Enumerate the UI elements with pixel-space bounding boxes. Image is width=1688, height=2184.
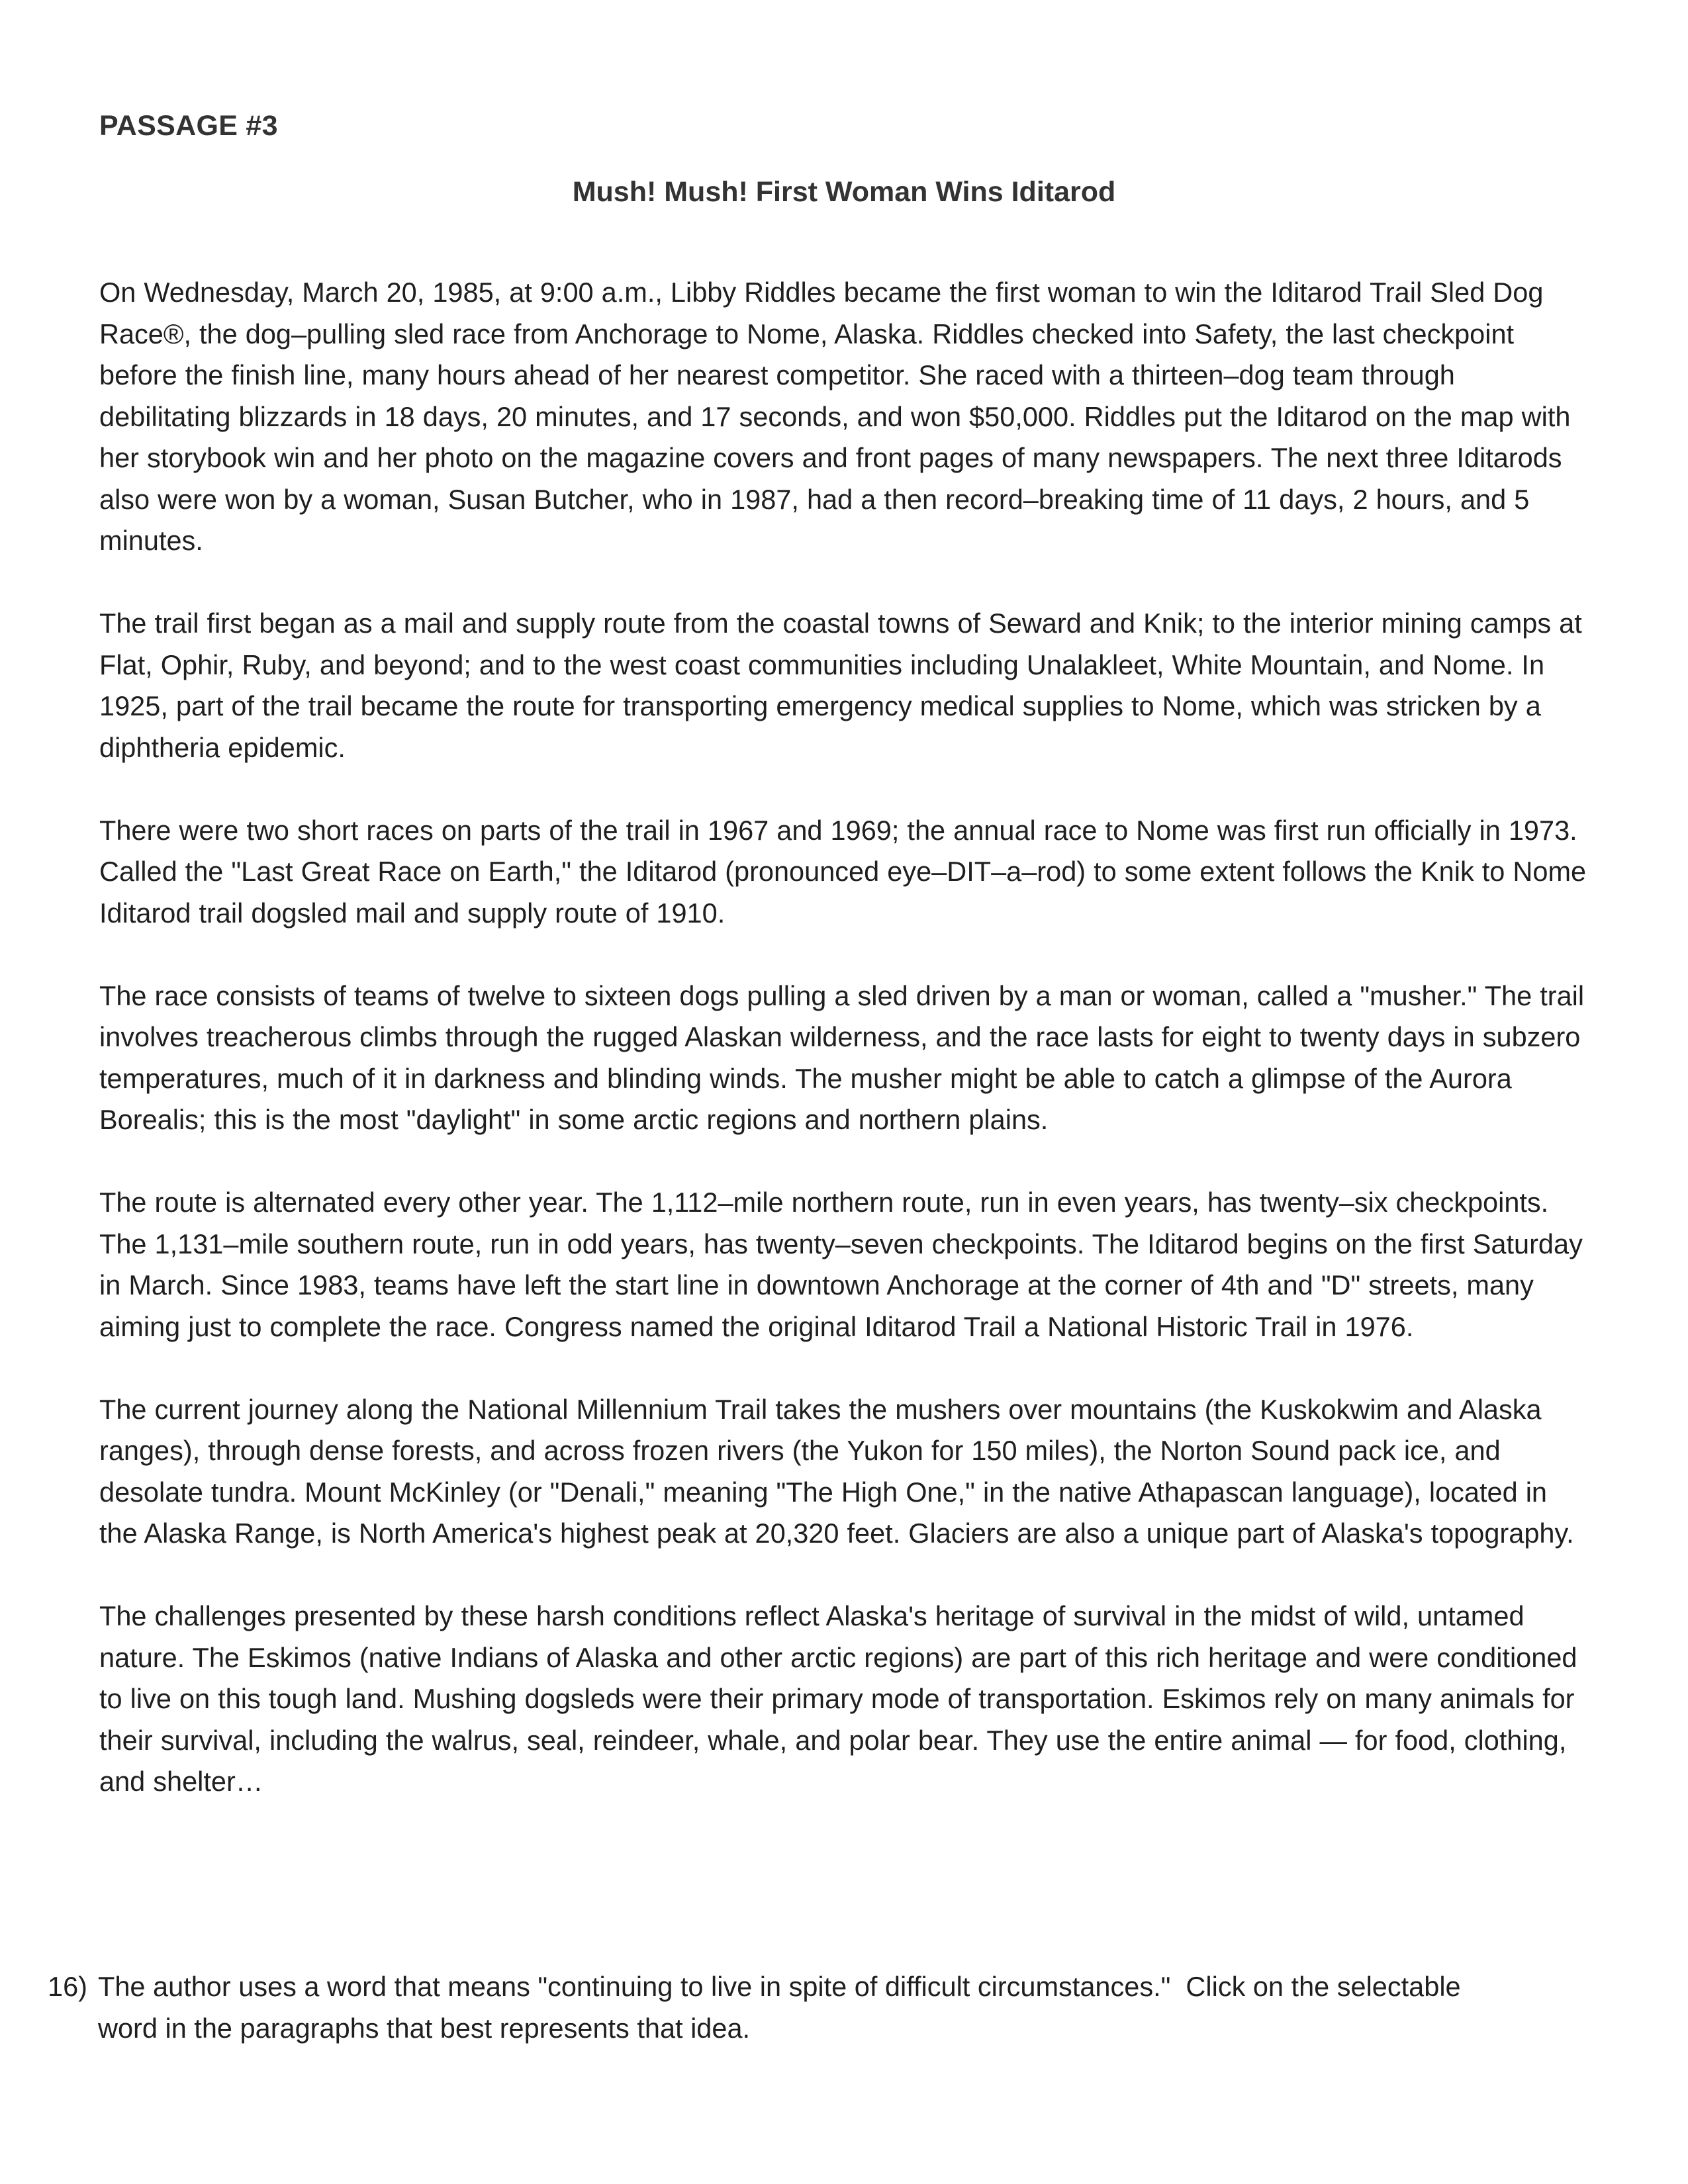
paragraph-4[interactable]: The race consists of teams of twelve to sixteen dogs pulling a sled driven by a man or woman, called a "musher." The trail involves treacherous climbs through the rugged Alaskan wilderness, and the race lasts for eight to twenty days in subzero temperatures, much of it in darkness and blinding winds. The musher might be able to catch a glimpse of the Aurora Borealis; this is the most "daylight" in some arctic regions and northern plains.: [99, 979, 1585, 1135]
passage-body: [99, 272, 1589, 1844]
paragraph-1[interactable]: On Wednesday, March 20, 1985, at 9:00 a.m., Libby Riddles became the first woman to win the Iditarod Trail Sled Dog Race®, the dog–pulling sled race from Anchorage to Nome, Alaska. Riddles checked into Safety, the last checkpoint before the finish line, many hours ahead of her nearest competitor. She raced with a thirteen–dog team through debilitating blizzards in 18 days, 20 minutes, and 17 seconds, and won $50,000. Riddles put the Iditarod on the map with her storybook win and her photo on the magazine covers and front pages of many newspapers. The next three Iditarods also were won by a woman, Susan Butcher, who in 1987, had a then record–breaking time of 11 days, 2 hours, and 5 minutes.: [99, 277, 1571, 556]
paragraph-7[interactable]: The challenges presented by these harsh conditions reflect Alaska's heritage of survival in the midst of wild, untamed nature. The Eskimos (native Indians of Alaska and other arctic regions) are part of this rich heritage and were conditioned to live on this tough land. Mushing dogsleds were their primary mode of transportation. Eskimos rely on many animals for their survival, including the walrus, seal, reindeer, whale, and polar bear. They use the entire animal — for food, clothing, and shelter…: [99, 1600, 1577, 1797]
paragraph-2[interactable]: The trail first began as a mail and supply route from the coastal towns of Seward and Knik; to the interior mining camps at Flat, Ophir, Ruby, and beyond; and to the west coast communities including Unalakleet, White Mountain, and Nome. In 1925, part of the trail became the route for transporting emergency medical supplies to Nome, which was stricken by a diphtheria epidemic.: [99, 608, 1582, 763]
paragraph-6[interactable]: The current journey along the National Millennium Trail takes the mushers over mountains (the Kuskokwim and Alaska ranges), through dense forests, and across frozen rivers (the Yukon for 150 miles), the Norton Sound pack ice, and desolate tundra. Mount McKinley (or "Denali," meaning "The High One," in the native Athapascan language), located in the Alaska Range, is North America's highest peak at 20,320 feet. Glaciers are also a unique part of Alaska's topography.: [99, 1393, 1574, 1549]
paragraph-5[interactable]: The route is alternated every other year. The 1,112–mile northern route, run in even years, has twenty–six checkpoints. The 1,131–mile southern route, run in odd years, has twenty–seven checkpoints. The Iditarod begins on the first Saturday in March. Since 1983, teams have left the start line in downtown Anchorage at the corner of 4th and "D" streets, many aiming just to complete the race. Congress named the original Iditarod Trail a National Historic Trail in 1976.: [99, 1187, 1583, 1342]
paragraph-3[interactable]: There were two short races on parts of the trail in 1967 and 1969; the annual race to Nome was first run officially in 1973. Called the "Last Great Race on Earth," the Iditarod (pronounced eye–DIT–a–rod) to some extent follows the Knik to Nome Iditarod trail dogsled mail and supply route of 1910.: [99, 814, 1587, 929]
passage-title: Mush! Mush! First Woman Wins Iditarod: [572, 176, 1116, 208]
passage-label: PASSAGE #3: [99, 110, 278, 142]
question-number: 16): [48, 1971, 87, 2002]
question-prompt: The author uses a word that means "continuing to live in spite of difficult circumstances." Click on the selectable word in the paragraphs that best represents that idea.: [98, 1971, 1469, 2044]
question-16: [48, 1966, 1484, 2049]
